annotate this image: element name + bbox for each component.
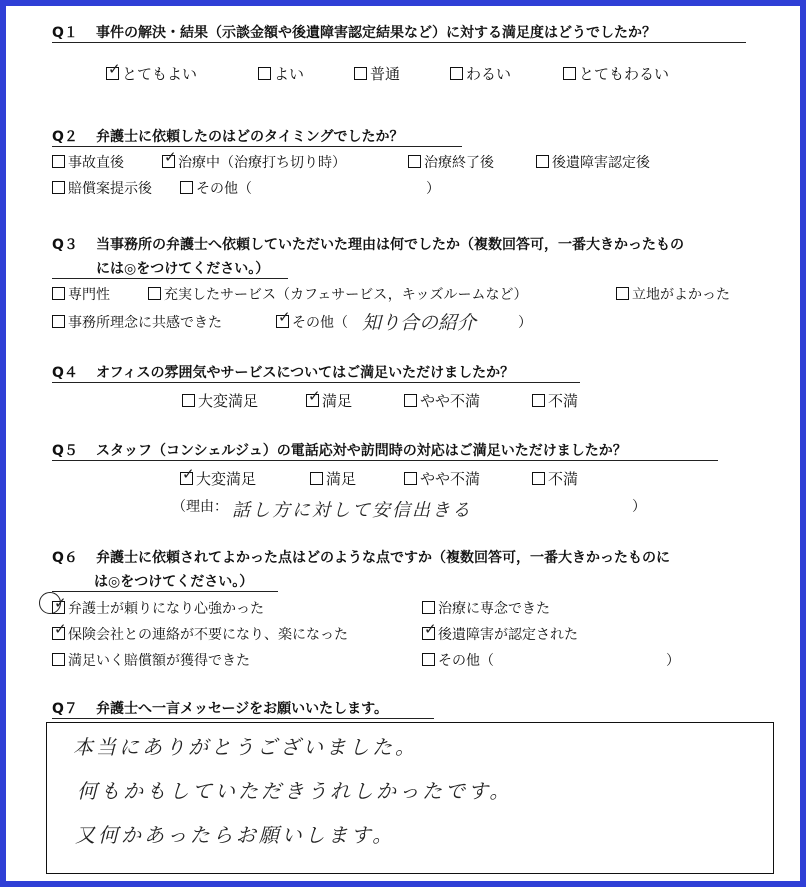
- q4-number: Q４: [52, 365, 78, 381]
- q4-question: [52, 362, 514, 382]
- q6-number: Q６: [52, 550, 78, 566]
- checkbox[interactable]: [404, 472, 417, 485]
- q3-handwritten-other: 知り合の紹介: [362, 312, 477, 334]
- checkbox[interactable]: [162, 148, 177, 168]
- q3-number: Q３: [52, 237, 78, 253]
- q3-option-other[interactable]: [276, 308, 348, 332]
- option-label: 不満: [548, 470, 579, 488]
- option-label: 不満: [548, 392, 579, 410]
- q6-option-certified[interactable]: [422, 620, 578, 644]
- checkbox[interactable]: [422, 601, 435, 614]
- check-mark-icon: ✓: [108, 60, 121, 78]
- survey-sheet: [6, 6, 800, 881]
- q7-handwritten-line-3: 又何かあったらお願いします。: [75, 823, 396, 847]
- option-label: 治療中（治療打ち切り時）: [178, 155, 346, 171]
- checkbox[interactable]: [52, 594, 67, 614]
- q1-question: [52, 22, 656, 42]
- q7-text: 弁護士へ一言メッセージをお願いいたします。: [96, 701, 389, 717]
- q7-question: [52, 698, 388, 718]
- checkbox[interactable]: [532, 472, 545, 485]
- q4-underline: [52, 382, 580, 383]
- q2-option-right-after[interactable]: [52, 152, 124, 172]
- q2-option-after-offer[interactable]: [52, 178, 152, 198]
- q1-option-good[interactable]: [258, 63, 304, 84]
- checkbox[interactable]: [408, 155, 421, 168]
- option-label: とてもわるい: [579, 65, 670, 83]
- checkbox[interactable]: [422, 653, 435, 666]
- q5-option-satisfied[interactable]: [310, 468, 356, 489]
- q6-option-focus-treatment[interactable]: [422, 598, 550, 618]
- q6-question: [52, 547, 670, 567]
- q5-number: Q５: [52, 443, 78, 459]
- q1-text: 事件の解決・結果（示談金額や後遺障害認定結果など）に対する満足度はどうでしたか？: [96, 25, 656, 41]
- option-label: 満足: [326, 470, 357, 488]
- checkbox[interactable]: [52, 155, 65, 168]
- option-label: やや不満: [420, 470, 481, 488]
- checkbox[interactable]: [306, 387, 321, 407]
- option-label: わるい: [466, 65, 512, 83]
- q7-number: Q７: [52, 701, 78, 717]
- option-label: 保険会社との連絡が不要になり、楽になった: [68, 627, 348, 643]
- option-label: やや不満: [420, 392, 481, 410]
- checkbox[interactable]: [148, 287, 161, 300]
- option-label: その他（: [196, 181, 252, 197]
- q6-underline: [52, 591, 278, 592]
- option-label: 賠償案提示後: [68, 181, 152, 197]
- q2-option-after-certification[interactable]: [536, 152, 650, 172]
- check-mark-icon: ✓: [54, 594, 67, 612]
- q1-option-very-good[interactable]: [106, 60, 198, 84]
- q6-option-reliable[interactable]: [52, 594, 264, 618]
- option-label: 満足: [322, 392, 353, 410]
- option-label: 満足いく賠償額が獲得できた: [68, 653, 250, 669]
- checkbox[interactable]: [182, 394, 195, 407]
- q4-option-slightly-dissatisfied[interactable]: [404, 390, 480, 411]
- q5-underline: [52, 460, 718, 461]
- q5-reason-label: （理由：: [172, 499, 228, 515]
- q6-option-compensation[interactable]: [52, 650, 250, 670]
- option-label: 普通: [370, 65, 401, 83]
- q7-underline: [52, 718, 434, 719]
- q7-handwritten-line-2: 何もかもしていただきうれしかったです。: [77, 779, 513, 803]
- q3-option-philosophy[interactable]: [52, 312, 222, 332]
- q3-option-services[interactable]: [148, 284, 527, 304]
- checkbox[interactable]: [180, 181, 193, 194]
- q2-option-after-treatment[interactable]: [408, 152, 494, 172]
- q3-question: [52, 234, 684, 254]
- q3-other-close: ）: [518, 315, 532, 331]
- check-mark-icon: ✓: [424, 620, 437, 638]
- checkbox[interactable]: [52, 653, 65, 666]
- checkbox[interactable]: [52, 287, 65, 300]
- checkbox[interactable]: [536, 155, 549, 168]
- q1-option-very-bad[interactable]: [563, 63, 669, 84]
- q5-question: [52, 440, 627, 460]
- checkbox[interactable]: [532, 394, 545, 407]
- option-label: その他（: [438, 653, 494, 669]
- q1-option-bad[interactable]: [450, 63, 511, 84]
- q2-option-other[interactable]: [180, 178, 252, 198]
- option-label: 後遺障害認定後: [552, 155, 650, 171]
- q6-other-close: ）: [666, 653, 680, 669]
- checkbox[interactable]: [404, 394, 417, 407]
- q2-other-close: ）: [426, 181, 440, 197]
- check-mark-icon: ✓: [182, 465, 195, 483]
- checkbox[interactable]: [258, 67, 271, 80]
- option-label: 事務所理念に共感できた: [68, 315, 222, 331]
- option-label: 事故直後: [68, 155, 124, 171]
- option-label: 治療終了後: [424, 155, 494, 171]
- checkbox[interactable]: [450, 67, 463, 80]
- option-label: とてもよい: [122, 65, 198, 83]
- checkbox[interactable]: [106, 60, 121, 80]
- q6-option-no-insurer-contact[interactable]: [52, 620, 348, 644]
- q1-underline: [52, 42, 746, 43]
- checkbox[interactable]: [276, 308, 291, 328]
- q3-option-location[interactable]: [616, 284, 730, 304]
- checkbox[interactable]: [310, 472, 323, 485]
- q3-question-line2: には◎をつけてください。）: [96, 261, 270, 277]
- q2-question: [52, 126, 403, 146]
- q7-message-box[interactable]: [46, 722, 774, 874]
- option-label: 立地がよかった: [632, 287, 730, 303]
- q1-number: Q１: [52, 25, 78, 41]
- q6-question-line2: は◎をつけてください。）: [94, 574, 254, 590]
- q3-underline: [52, 278, 288, 279]
- checkbox[interactable]: [563, 67, 576, 80]
- q5-text: スタッフ（コンシェルジュ）の電話応対や訪問時の対応はご満足いただけましたか？: [96, 443, 627, 459]
- q4-text: オフィスの雰囲気やサービスについてはご満足いただけましたか？: [96, 365, 515, 381]
- checkbox[interactable]: [422, 620, 437, 640]
- q3-text: 当事務所の弁護士へ依頼していただいた理由は何でしたか（複数回答可，一番大きかったもの: [96, 237, 684, 253]
- q4-option-dissatisfied[interactable]: [532, 390, 578, 411]
- check-mark-icon: ✓: [164, 148, 177, 166]
- q4-option-satisfied[interactable]: [306, 387, 353, 411]
- checkbox[interactable]: [180, 465, 195, 485]
- q5-reason-close: ）: [632, 499, 646, 515]
- q2-text: 弁護士に依頼したのはどのタイミングでしたか？: [96, 129, 404, 145]
- option-label: その他（: [292, 315, 348, 331]
- option-label: 大変満足: [198, 392, 259, 410]
- check-mark-icon: ✓: [308, 387, 321, 405]
- q5-handwritten-reason: 話し方に対して安信出きる: [232, 500, 472, 521]
- option-label: 弁護士が頼りになり心強かった: [68, 601, 264, 617]
- q4-option-very-satisfied[interactable]: [182, 390, 258, 411]
- q1-option-normal[interactable]: [354, 63, 400, 84]
- checkbox[interactable]: [616, 287, 629, 300]
- checkbox[interactable]: [52, 315, 65, 328]
- option-label: 後遺障害が認定された: [438, 627, 578, 643]
- q6-text: 弁護士に依頼されてよかった点はどのような点ですか（複数回答可，一番大きかったものに: [96, 550, 670, 566]
- checkbox[interactable]: [52, 620, 67, 640]
- checkbox[interactable]: [52, 181, 65, 194]
- q2-number: Q２: [52, 129, 78, 145]
- q3-option-expertise[interactable]: [52, 284, 110, 304]
- checkbox[interactable]: [354, 67, 367, 80]
- option-label: よい: [274, 65, 305, 83]
- q7-handwritten-line-1: 本当にありがとうございました。: [73, 735, 418, 759]
- check-mark-icon: ✓: [54, 620, 67, 638]
- q6-option-other[interactable]: [422, 650, 494, 670]
- q2-underline: [52, 146, 462, 147]
- q5-option-slightly-dissatisfied[interactable]: [404, 468, 480, 489]
- option-label: 治療に専念できた: [438, 601, 550, 617]
- check-mark-icon: ✓: [278, 308, 291, 326]
- option-label: 大変満足: [196, 470, 257, 488]
- q5-option-dissatisfied[interactable]: [532, 468, 578, 489]
- option-label: 専門性: [68, 287, 110, 303]
- q2-option-during-treatment[interactable]: [162, 148, 346, 172]
- q5-option-very-satisfied[interactable]: [180, 465, 257, 489]
- option-label: 充実したサービス（カフェサービス，キッズルームなど）: [164, 287, 528, 303]
